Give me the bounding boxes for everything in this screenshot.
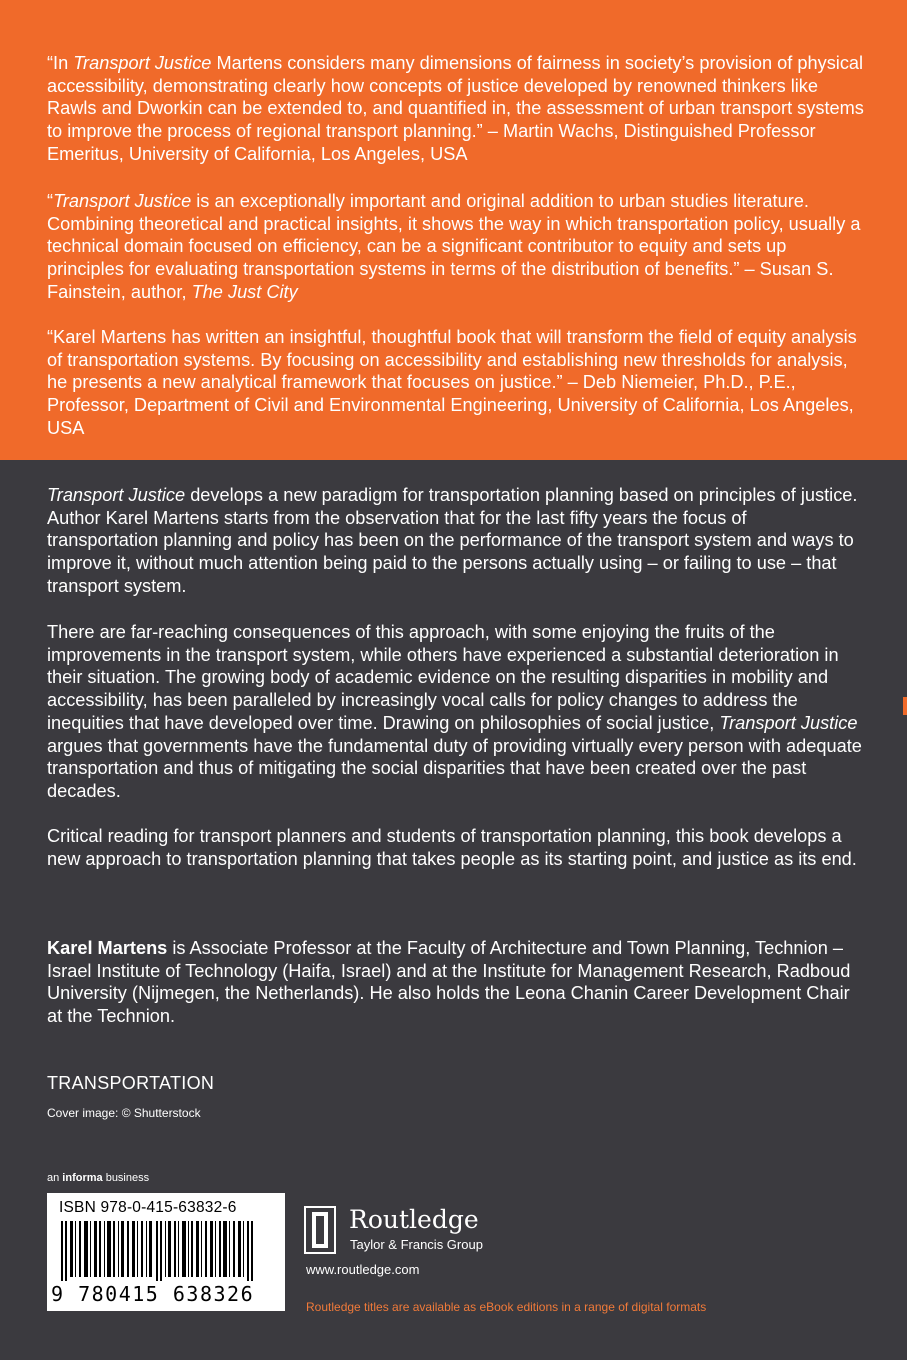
endorsement-quote-2: “Transport Justice is an exceptionally important and original addition to urban studies literature. Combining theoretical and practical insights, it shows the way in which transportation policy, usually a technical domain focused on efficiency, can be a significant contributor to equity and sets up principles for evaluating transportation systems in terms of the distribution of benefits.” – Susan S. Fainstein, author, The Just City [47, 191, 861, 302]
author-name: Karel Martens [47, 938, 168, 958]
informa-tagline: an informa business [47, 1172, 150, 1184]
publisher-name: Routledge [349, 1205, 479, 1234]
subject-category: TRANSPORTATION [47, 1073, 215, 1093]
cover-credit: Cover image: © Shutterstock [47, 1106, 201, 1120]
ebook-note: Routledge titles are available as eBook editions in a range of digital formats [306, 1300, 707, 1314]
author-bio: Karel Martens is Associate Professor at the Faculty of Architecture and Town Planning, Technion – Israel Institute of Technology (Haifa, Israel) and at the Institute for Management Research, Radboud University (Nijmegen, the Netherlands). He also holds the Leona Chanin Career Development Chair at the Technion. [47, 938, 851, 1027]
publisher-url[interactable]: www.routledge.com [306, 1262, 420, 1277]
endorsement-quote-1: “In Transport Justice Martens considers many dimensions of fairness in society’s provision of physical accessibility, demonstrating clearly how concepts of justice developed by renowned thinkers like Rawls and Dworkin can be extended to, and quantified in, the assessment of urban transport systems to improve the process of regional transport planning.” – Martin Wachs, Distinguished Professor Emeritus, University of California, Los Angeles, USA [47, 53, 864, 164]
isbn-barcode [47, 1193, 285, 1311]
endorsement-quote-3: “Karel Martens has written an insightful, thoughtful book that will transform the field of equity analysis of transportation systems. By focusing on accessibility and establishing new thresholds for analysis, he presents a new analytical framework that focuses on justice.” – Deb Niemeier, Ph.D., P.E., Professor, Department of Civil and Environmental Engineering, University of California, Los Angeles, USA [47, 327, 857, 438]
description-paragraph-3: Critical reading for transport planners and students of transportation planning, this book develops a new approach to transportation planning that takes people as its starting point, and justice as its end. [47, 826, 857, 869]
edge-marker [903, 697, 907, 715]
description-paragraph-2: There are far-reaching consequences of this approach, with some enjoying the fruits of the improvements in the transport system, while others have experienced a substantial deterioration in their situation. The growing body of academic evidence on the resulting disparities in mobility and accessibility, has been paralleled by increasingly vocal calls for policy changes to address the inequities that have developed over time. Drawing on philosophies of social justice, Transport Justice argues that governments have the fundamental duty of providing virtually every person with adequate transportation and thus of mitigating the social disparities that have been created over the past decades. [47, 622, 862, 801]
description-paragraph-1: Transport Justice develops a new paradigm for transportation planning based on principles of justice. Author Karel Martens starts from the observation that for the last fifty years the focus of transportation planning and policy has been on the performance of the transport system and ways to improve it, without much attention being paid to the persons actually using – or failing to use – that transport system. [47, 485, 858, 596]
isbn-label: ISBN 978-0-415-63832-6 [59, 1199, 237, 1216]
barcode-digits: 9 780415 638326 [51, 1282, 255, 1306]
routledge-logo-icon [304, 1206, 336, 1254]
barcode-bars-icon [61, 1221, 271, 1281]
publisher-group: Taylor & Francis Group [350, 1237, 483, 1252]
